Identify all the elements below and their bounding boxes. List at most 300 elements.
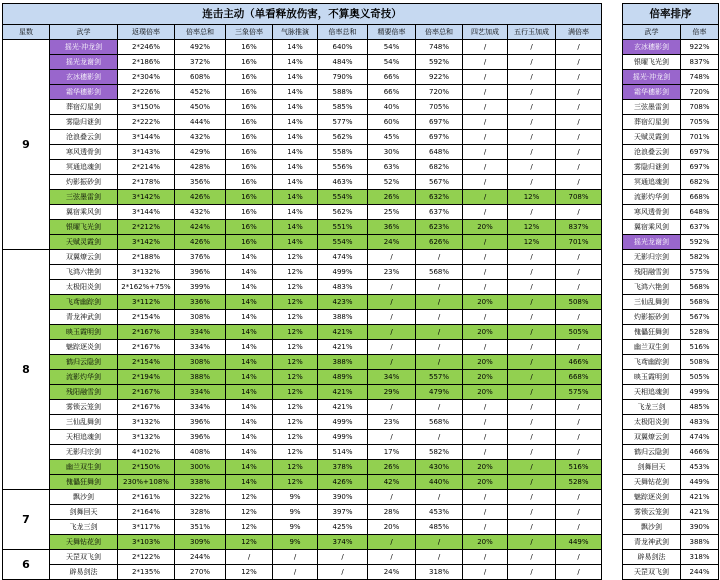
value-cell: 489%: [318, 370, 368, 385]
value-cell: 632%: [416, 190, 463, 205]
value-cell: 26%: [368, 460, 416, 475]
value-cell: /: [368, 535, 416, 550]
value-cell: 12%: [226, 565, 273, 580]
value-cell: 24%: [368, 565, 416, 580]
table-row: [3, 295, 602, 310]
value-cell: /: [463, 115, 508, 130]
value-cell: 2*167%: [118, 385, 175, 400]
value-cell: 648%: [416, 145, 463, 160]
value-cell: 16%: [226, 190, 273, 205]
rank-row: [623, 190, 719, 205]
value-cell: 14%: [226, 415, 273, 430]
value-cell: /: [368, 340, 416, 355]
star-level-cell: 8: [3, 250, 50, 490]
value-cell: /: [463, 145, 508, 160]
rank-row: [623, 175, 719, 190]
value-cell: /: [556, 400, 602, 415]
value-cell: /: [368, 295, 416, 310]
star-level-cell: 9: [3, 40, 50, 250]
value-cell: 479%: [416, 385, 463, 400]
value-cell: /: [463, 175, 508, 190]
table-row: [3, 205, 602, 220]
value-cell: 14%: [226, 370, 273, 385]
skill-name-cell: 天罡双飞剑: [50, 550, 118, 565]
table-row: [3, 445, 602, 460]
value-cell: 2*161%: [118, 490, 175, 505]
value-cell: 2*135%: [118, 565, 175, 580]
table-row: [3, 520, 602, 535]
rank-skill-name: 冥通追魂剑: [623, 175, 681, 190]
value-cell: 697%: [416, 115, 463, 130]
value-cell: 14%: [273, 190, 318, 205]
value-cell: 14%: [273, 115, 318, 130]
value-cell: 492%: [175, 40, 226, 55]
value-cell: 12%: [273, 460, 318, 475]
value-cell: 14%: [273, 175, 318, 190]
value-cell: 9%: [273, 490, 318, 505]
value-cell: 318%: [416, 565, 463, 580]
value-cell: 23%: [368, 265, 416, 280]
value-cell: /: [508, 370, 556, 385]
rank-skill-name: 鹤归云隐剑: [623, 445, 681, 460]
rank-value: 474%: [681, 430, 719, 445]
value-cell: /: [508, 145, 556, 160]
value-cell: 2*214%: [118, 160, 175, 175]
rank-value: 421%: [681, 490, 719, 505]
value-cell: 14%: [273, 220, 318, 235]
rank-row: [623, 310, 719, 325]
value-cell: /: [368, 325, 416, 340]
value-cell: 12%: [508, 235, 556, 250]
value-cell: 14%: [226, 295, 273, 310]
rank-value: 708%: [681, 100, 719, 115]
value-cell: 16%: [226, 70, 273, 85]
rank-value: 568%: [681, 280, 719, 295]
value-cell: /: [556, 550, 602, 565]
value-cell: /: [508, 535, 556, 550]
rank-value: 485%: [681, 400, 719, 415]
value-cell: /: [416, 310, 463, 325]
value-cell: /: [416, 340, 463, 355]
value-cell: /: [508, 520, 556, 535]
value-cell: 608%: [175, 70, 226, 85]
value-cell: /: [416, 295, 463, 310]
value-cell: /: [508, 70, 556, 85]
value-cell: 388%: [318, 310, 368, 325]
column-header: 倍率总和: [416, 25, 463, 40]
value-cell: /: [463, 70, 508, 85]
value-cell: 505%: [556, 325, 602, 340]
value-cell: 16%: [226, 40, 273, 55]
skill-name-cell: 三弦墨雷剑: [50, 190, 118, 205]
value-cell: /: [463, 445, 508, 460]
value-cell: 429%: [175, 145, 226, 160]
value-cell: /: [556, 445, 602, 460]
rank-skill-name: 沧浪叠云剑: [623, 145, 681, 160]
value-cell: /: [368, 355, 416, 370]
table-row: [3, 235, 602, 250]
rank-row: [623, 70, 719, 85]
value-cell: /: [463, 85, 508, 100]
rank-skill-name: 飘沙剑: [623, 520, 681, 535]
value-cell: 12%: [273, 340, 318, 355]
rank-row: [623, 250, 719, 265]
value-cell: /: [416, 550, 463, 565]
table-row: [3, 175, 602, 190]
rank-skill-name: 映玉霞明剑: [623, 370, 681, 385]
rank-row: [623, 460, 719, 475]
value-cell: 12%: [273, 385, 318, 400]
rank-row: [623, 325, 719, 340]
value-cell: 388%: [318, 355, 368, 370]
value-cell: /: [416, 490, 463, 505]
table-row: [3, 145, 602, 160]
value-cell: /: [556, 145, 602, 160]
value-cell: 585%: [318, 100, 368, 115]
table-row: [3, 220, 602, 235]
rank-skill-name: 残阳融雪剑: [623, 265, 681, 280]
value-cell: 14%: [273, 40, 318, 55]
skill-name-cell: 青龙神武剑: [50, 310, 118, 325]
rank-skill-name: 天罡双飞剑: [623, 565, 681, 580]
value-cell: 396%: [175, 430, 226, 445]
value-cell: 300%: [175, 460, 226, 475]
rank-skill-name: 傀儡狂舞剑: [623, 325, 681, 340]
skill-name-cell: 映玉霞明剑: [50, 325, 118, 340]
value-cell: /: [368, 310, 416, 325]
table-row: [3, 100, 602, 115]
skill-name-cell: 银曜飞光剑: [50, 220, 118, 235]
skill-name-cell: 傀儡狂舞剑: [50, 475, 118, 490]
value-cell: /: [463, 490, 508, 505]
value-cell: 499%: [318, 265, 368, 280]
table-row: [3, 115, 602, 130]
value-cell: /: [416, 535, 463, 550]
value-cell: /: [463, 400, 508, 415]
value-cell: 12%: [273, 475, 318, 490]
value-cell: 52%: [368, 175, 416, 190]
value-cell: 556%: [318, 160, 368, 175]
rank-skill-name: 三仙乱舞剑: [623, 295, 681, 310]
value-cell: 20%: [463, 475, 508, 490]
value-cell: /: [463, 550, 508, 565]
value-cell: /: [556, 520, 602, 535]
value-cell: 20%: [463, 460, 508, 475]
value-cell: 376%: [175, 250, 226, 265]
value-cell: /: [508, 265, 556, 280]
value-cell: 2*212%: [118, 220, 175, 235]
value-cell: /: [508, 550, 556, 565]
table-row: [3, 55, 602, 70]
value-cell: 45%: [368, 130, 416, 145]
value-cell: 14%: [273, 235, 318, 250]
skill-name-cell: 魅踪逐炎剑: [50, 340, 118, 355]
rank-value: 720%: [681, 85, 719, 100]
value-cell: /: [556, 130, 602, 145]
table-row: [3, 490, 602, 505]
value-cell: 3*132%: [118, 265, 175, 280]
value-cell: /: [463, 340, 508, 355]
value-cell: 16%: [226, 160, 273, 175]
value-cell: 2*304%: [118, 70, 175, 85]
value-cell: /: [463, 280, 508, 295]
value-cell: 63%: [368, 160, 416, 175]
value-cell: 12%: [273, 280, 318, 295]
value-cell: /: [556, 40, 602, 55]
value-cell: /: [508, 385, 556, 400]
value-cell: 334%: [175, 385, 226, 400]
value-cell: 3*144%: [118, 205, 175, 220]
value-cell: 12%: [273, 250, 318, 265]
value-cell: 20%: [463, 370, 508, 385]
value-cell: /: [368, 250, 416, 265]
value-cell: 430%: [416, 460, 463, 475]
table-row: [3, 535, 602, 550]
value-cell: 14%: [273, 85, 318, 100]
value-cell: 2*194%: [118, 370, 175, 385]
value-cell: 432%: [175, 205, 226, 220]
rank-row: [623, 100, 719, 115]
value-cell: 372%: [175, 55, 226, 70]
value-cell: 588%: [318, 85, 368, 100]
table-row: [3, 550, 602, 565]
rank-row: [623, 265, 719, 280]
rank-row: [623, 385, 719, 400]
value-cell: /: [463, 100, 508, 115]
rank-row: [623, 85, 719, 100]
rank-row: [623, 445, 719, 460]
value-cell: 17%: [368, 445, 416, 460]
skill-name-cell: 玄冰穗影剑: [50, 70, 118, 85]
rank-row: [623, 355, 719, 370]
skill-name-cell: 灼影振砂剑: [50, 175, 118, 190]
value-cell: 16%: [226, 175, 273, 190]
value-cell: 2*167%: [118, 325, 175, 340]
rank-skill-name: 葬宿幻星剑: [623, 115, 681, 130]
value-cell: /: [556, 415, 602, 430]
rank-skill-name: 辟易剑法: [623, 550, 681, 565]
value-cell: 396%: [175, 415, 226, 430]
value-cell: 14%: [273, 55, 318, 70]
value-cell: 3*144%: [118, 130, 175, 145]
value-cell: 16%: [226, 85, 273, 100]
value-cell: 12%: [273, 265, 318, 280]
value-cell: /: [508, 445, 556, 460]
table-row: [3, 340, 602, 355]
rank-row: [623, 55, 719, 70]
skill-name-cell: 幽兰双生剑: [50, 460, 118, 475]
value-cell: /: [508, 280, 556, 295]
value-cell: 3*142%: [118, 190, 175, 205]
value-cell: /: [463, 130, 508, 145]
value-cell: 3*142%: [118, 235, 175, 250]
value-cell: 12%: [273, 445, 318, 460]
value-cell: 388%: [175, 370, 226, 385]
rank-value: 568%: [681, 295, 719, 310]
value-cell: 26%: [368, 190, 416, 205]
rank-skill-name: 太极阳炎剑: [623, 415, 681, 430]
value-cell: 562%: [318, 130, 368, 145]
value-cell: /: [556, 430, 602, 445]
value-cell: /: [556, 310, 602, 325]
value-cell: 705%: [416, 100, 463, 115]
value-cell: 14%: [226, 355, 273, 370]
value-cell: /: [556, 250, 602, 265]
rank-skill-name: 双翼燎云剑: [623, 430, 681, 445]
value-cell: 20%: [368, 520, 416, 535]
rank-value: 244%: [681, 565, 719, 580]
value-cell: /: [508, 250, 556, 265]
value-cell: /: [556, 160, 602, 175]
value-cell: /: [508, 460, 556, 475]
skill-name-cell: 太极阳炎剑: [50, 280, 118, 295]
table-row: [3, 565, 602, 580]
table-row: [3, 460, 602, 475]
value-cell: 466%: [556, 355, 602, 370]
value-cell: 374%: [318, 535, 368, 550]
value-cell: 408%: [175, 445, 226, 460]
table-row: [3, 85, 602, 100]
skill-name-cell: 残阳融雪剑: [50, 385, 118, 400]
value-cell: 14%: [273, 130, 318, 145]
value-cell: 748%: [416, 40, 463, 55]
rank-table: [622, 3, 719, 580]
value-cell: /: [368, 430, 416, 445]
table-row: [3, 40, 602, 55]
rank-row: [623, 220, 719, 235]
value-cell: 474%: [318, 250, 368, 265]
rank-value: 637%: [681, 220, 719, 235]
value-cell: /: [463, 205, 508, 220]
column-header: 精要倍率: [368, 25, 416, 40]
value-cell: 230%+108%: [118, 475, 175, 490]
value-cell: 558%: [318, 145, 368, 160]
value-cell: 432%: [175, 130, 226, 145]
rank-skill-name: 飞鸢幽踪剑: [623, 355, 681, 370]
value-cell: 421%: [318, 340, 368, 355]
value-cell: /: [556, 505, 602, 520]
skill-name-cell: 雾锁云笼剑: [50, 400, 118, 415]
value-cell: 568%: [416, 415, 463, 430]
value-cell: 23%: [368, 415, 416, 430]
rank-skill-name: 摇光龙谢剑: [623, 235, 681, 250]
star-level-cell: 7: [3, 490, 50, 550]
value-cell: /: [463, 40, 508, 55]
value-cell: /: [416, 430, 463, 445]
value-cell: /: [556, 100, 602, 115]
value-cell: 12%: [226, 505, 273, 520]
table-row: [3, 370, 602, 385]
value-cell: 2*222%: [118, 115, 175, 130]
value-cell: /: [556, 265, 602, 280]
rank-value: 668%: [681, 190, 719, 205]
value-cell: 626%: [416, 235, 463, 250]
value-cell: 3*112%: [118, 295, 175, 310]
value-cell: /: [463, 190, 508, 205]
main-table: [2, 3, 602, 580]
value-cell: /: [416, 400, 463, 415]
value-cell: 14%: [226, 460, 273, 475]
value-cell: 20%: [463, 220, 508, 235]
skill-name-cell: 沧浪叠云剑: [50, 130, 118, 145]
rank-row: [623, 295, 719, 310]
rank-value: 318%: [681, 550, 719, 565]
rank-skill-name: 寒风透骨剑: [623, 205, 681, 220]
skill-name-cell: 天赋灵霞剑: [50, 235, 118, 250]
value-cell: /: [368, 490, 416, 505]
value-cell: /: [273, 550, 318, 565]
value-cell: 66%: [368, 70, 416, 85]
value-cell: /: [463, 430, 508, 445]
value-cell: 2*122%: [118, 550, 175, 565]
table-row: [3, 430, 602, 445]
value-cell: 2*154%: [118, 355, 175, 370]
value-cell: 42%: [368, 475, 416, 490]
rank-row: [623, 160, 719, 175]
rank-row: [623, 115, 719, 130]
value-cell: 54%: [368, 40, 416, 55]
value-cell: 2*246%: [118, 40, 175, 55]
rank-value: 705%: [681, 115, 719, 130]
rank-row: [623, 550, 719, 565]
rank-row: [623, 415, 719, 430]
value-cell: 426%: [175, 235, 226, 250]
value-cell: 557%: [416, 370, 463, 385]
value-cell: 322%: [175, 490, 226, 505]
value-cell: /: [273, 565, 318, 580]
rank-value: 449%: [681, 475, 719, 490]
value-cell: /: [508, 175, 556, 190]
value-cell: 14%: [226, 475, 273, 490]
value-cell: /: [368, 280, 416, 295]
skill-name-cell: 无影归宗剑: [50, 445, 118, 460]
value-cell: 20%: [463, 355, 508, 370]
rank-skill-name: 灼影振砂剑: [623, 310, 681, 325]
rank-skill-name: 雾锁云笼剑: [623, 505, 681, 520]
rank-value: 748%: [681, 70, 719, 85]
value-cell: 2*178%: [118, 175, 175, 190]
value-cell: 334%: [175, 400, 226, 415]
rank-row: [623, 370, 719, 385]
table-row: [3, 505, 602, 520]
skill-name-cell: 霜华穗影剑: [50, 85, 118, 100]
rank-skill-name: 流影灼华剑: [623, 190, 681, 205]
value-cell: 54%: [368, 55, 416, 70]
value-cell: 2*188%: [118, 250, 175, 265]
rank-value: 592%: [681, 235, 719, 250]
value-cell: 14%: [273, 100, 318, 115]
value-cell: 36%: [368, 220, 416, 235]
rank-column-header: 倍率: [681, 25, 719, 40]
value-cell: 421%: [318, 385, 368, 400]
value-cell: 16%: [226, 205, 273, 220]
rank-skill-name: 飞鸿六艳剑: [623, 280, 681, 295]
column-header: 满倍率: [556, 25, 602, 40]
value-cell: 2*186%: [118, 55, 175, 70]
value-cell: 9%: [273, 535, 318, 550]
column-header: 倍率总和: [318, 25, 368, 40]
main-title: 连击主动（单看释放伤害，不算奥义奇技）: [3, 4, 602, 25]
value-cell: 12%: [508, 190, 556, 205]
value-cell: /: [416, 250, 463, 265]
value-cell: /: [508, 115, 556, 130]
value-cell: /: [508, 400, 556, 415]
value-cell: 697%: [416, 130, 463, 145]
rank-value: 922%: [681, 40, 719, 55]
value-cell: 60%: [368, 115, 416, 130]
value-cell: 30%: [368, 145, 416, 160]
value-cell: 351%: [175, 520, 226, 535]
